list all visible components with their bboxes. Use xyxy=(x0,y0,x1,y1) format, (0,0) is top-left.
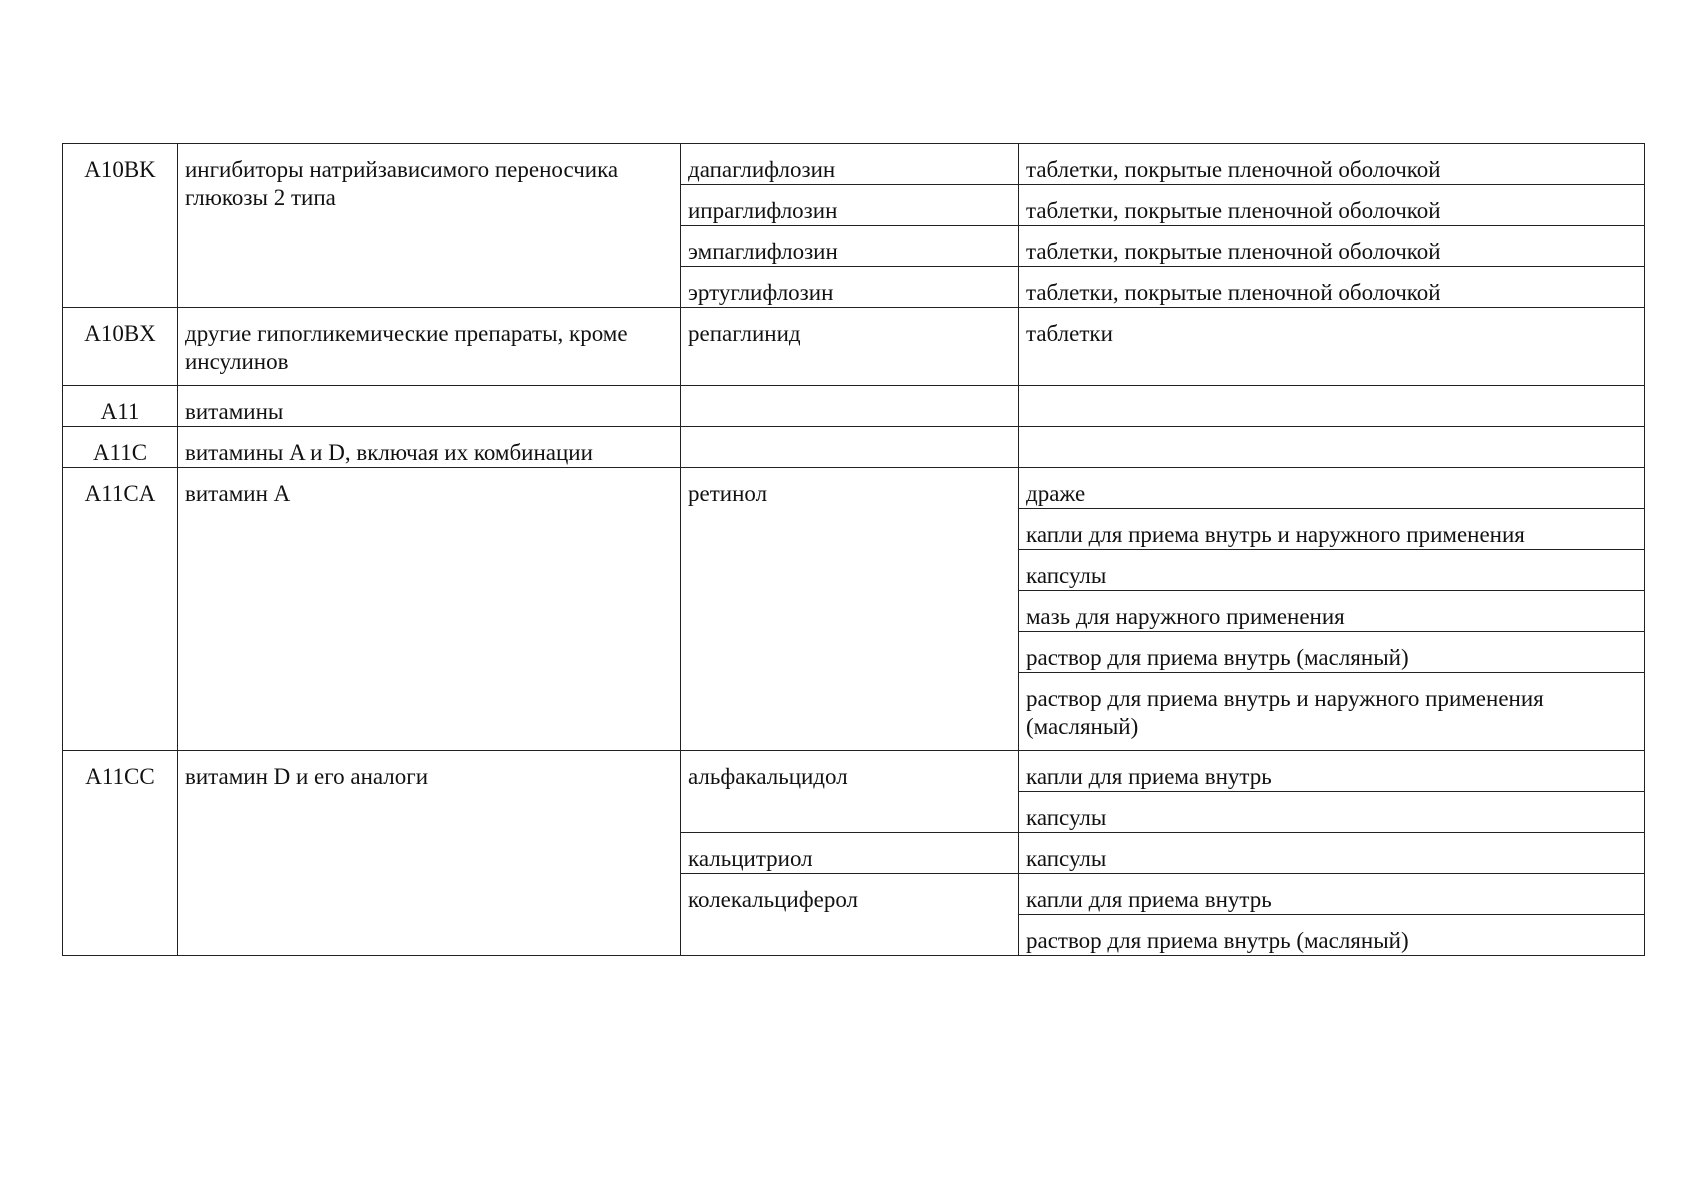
table-row xyxy=(63,468,1645,509)
dosage-form-cell: раствор для приема внутрь (масляный) xyxy=(1019,915,1645,956)
dosage-form-cell: таблетки, покрытые пленочной оболочкой xyxy=(1019,267,1645,308)
atc-code-cell: A11CA xyxy=(63,468,178,751)
dosage-form-cell: раствор для приема внутрь и наружного применения (масляный) xyxy=(1019,673,1645,751)
drug-name-cell: ипраглифлозин xyxy=(681,185,1019,226)
drug-name-cell: колекальциферол xyxy=(681,874,1019,956)
drug-name-cell xyxy=(681,386,1019,427)
atc-code-cell: A11C xyxy=(63,427,178,468)
dosage-form-cell: капсулы xyxy=(1019,550,1645,591)
dosage-form-cell: таблетки, покрытые пленочной оболочкой xyxy=(1019,144,1645,185)
drug-name-cell: репаглинид xyxy=(681,308,1019,386)
drug-name-cell xyxy=(681,427,1019,468)
dosage-form-cell: драже xyxy=(1019,468,1645,509)
dosage-form-cell: таблетки xyxy=(1019,308,1645,386)
drug-name-cell: эмпаглифлозин xyxy=(681,226,1019,267)
table-row xyxy=(63,308,1645,386)
dosage-form-cell: таблетки, покрытые пленочной оболочкой xyxy=(1019,226,1645,267)
table-row xyxy=(63,386,1645,427)
atc-code-cell: A10BX xyxy=(63,308,178,386)
dosage-form-cell: капсулы xyxy=(1019,792,1645,833)
group-name-cell: другие гипогликемические препараты, кроме инсулинов xyxy=(178,308,681,386)
atc-code-cell: A10BK xyxy=(63,144,178,308)
group-name-cell: витамины xyxy=(178,386,681,427)
group-name-cell: витамин A xyxy=(178,468,681,751)
table-row xyxy=(63,751,1645,792)
dosage-form-cell: капли для приема внутрь и наружного применения xyxy=(1019,509,1645,550)
dosage-form-cell xyxy=(1019,427,1645,468)
dosage-form-cell: капсулы xyxy=(1019,833,1645,874)
group-name-cell: витамин D и его аналоги xyxy=(178,751,681,956)
table-row xyxy=(63,144,1645,185)
drug-name-cell: ретинол xyxy=(681,468,1019,751)
dosage-form-cell: мазь для наружного применения xyxy=(1019,591,1645,632)
drug-classification-table xyxy=(62,143,1645,956)
dosage-form-cell: таблетки, покрытые пленочной оболочкой xyxy=(1019,185,1645,226)
drug-name-cell: альфакальцидол xyxy=(681,751,1019,833)
drug-name-cell: кальцитриол xyxy=(681,833,1019,874)
dosage-form-cell: капли для приема внутрь xyxy=(1019,874,1645,915)
group-name-cell: витамины A и D, включая их комбинации xyxy=(178,427,681,468)
atc-code-cell: A11 xyxy=(63,386,178,427)
atc-code-cell: A11CC xyxy=(63,751,178,956)
table-row xyxy=(63,427,1645,468)
group-name-cell: ингибиторы натрийзависимого переносчика глюкозы 2 типа xyxy=(178,144,681,308)
drug-name-cell: дапаглифлозин xyxy=(681,144,1019,185)
dosage-form-cell xyxy=(1019,386,1645,427)
dosage-form-cell: капли для приема внутрь xyxy=(1019,751,1645,792)
drug-name-cell: эртуглифлозин xyxy=(681,267,1019,308)
dosage-form-cell: раствор для приема внутрь (масляный) xyxy=(1019,632,1645,673)
